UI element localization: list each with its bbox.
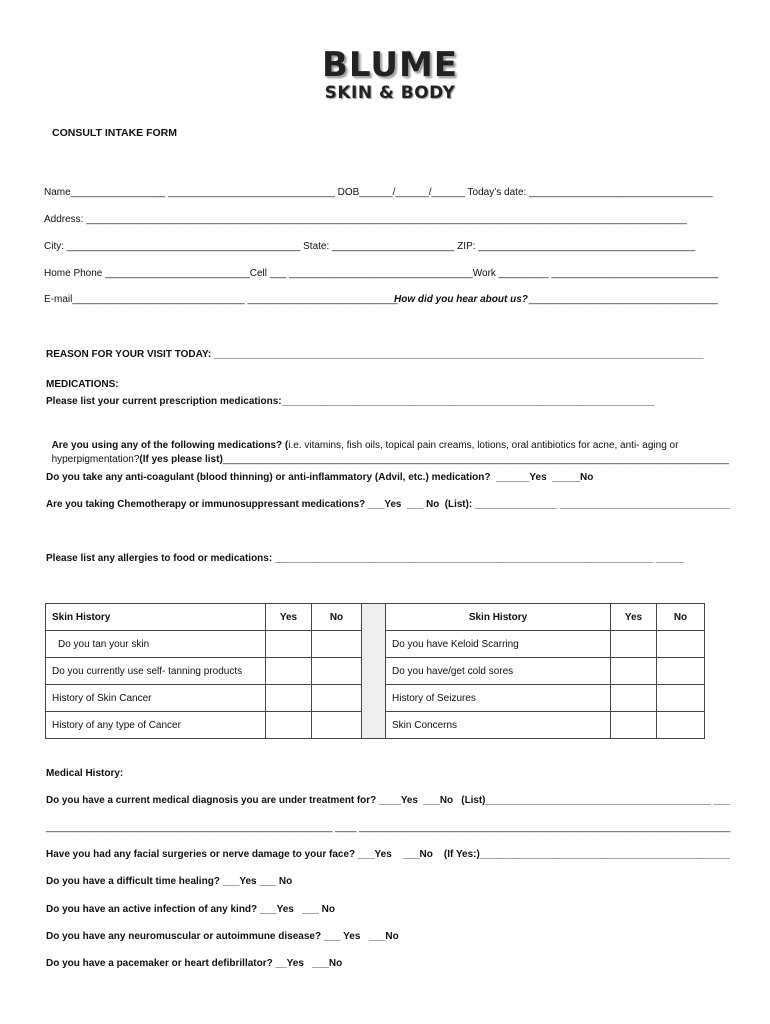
yes-cell[interactable] (611, 712, 657, 739)
row-label-left: Do you currently use self- tanning products (46, 658, 266, 685)
following-meds-line-2 (46, 440, 729, 466)
table-header-row (46, 604, 705, 631)
address-line[interactable]: Address: ____________________________________________________________________________________________________________ (44, 214, 687, 225)
skin-history-header-left: Skin History (46, 604, 266, 631)
no-header-left: No (312, 604, 362, 631)
brand-logo (300, 45, 480, 104)
yes-cell[interactable] (611, 685, 657, 712)
yes-header-left: Yes (266, 604, 312, 631)
no-cell[interactable] (657, 685, 705, 712)
diagnosis-continuation[interactable]: ______________________________________________________ ____ ______________________________________________________________________ (46, 822, 731, 833)
following-meds-hyper: hyperpigmentation? (51, 454, 140, 465)
no-cell[interactable] (657, 631, 705, 658)
yes-cell[interactable] (266, 631, 312, 658)
following-meds-if-yes: (If yes please list) (139, 454, 223, 465)
yes-cell[interactable] (266, 658, 312, 685)
skin-history-header-right: Skin History (386, 604, 611, 631)
city-state-zip-line[interactable]: City: __________________________________________ State: ______________________ ZIP: _______________________________________ (44, 241, 696, 252)
table-divider (362, 604, 386, 739)
yes-cell[interactable] (266, 712, 312, 739)
how-heard-label: How did you hear about us? (394, 294, 528, 305)
prescription-line[interactable]: Please list your current prescription medications:___________________________________________________________________ (46, 396, 655, 407)
healing-question[interactable]: Do you have a difficult time healing? ___Yes ___ No (46, 876, 293, 887)
allergies-line[interactable]: Please list any allergies to food or medications: ____________________________________________________________________ _____ (46, 553, 684, 564)
logo-line-2: SKIN & BODY (324, 83, 456, 103)
following-meds-examples: i.e. vitamins, fish oils, topical pain creams, lotions, oral antibiotics for acne, anti- aging or (288, 440, 679, 451)
facial-surgery-question[interactable]: Have you had any facial surgeries or nerve damage to your face? ___Yes ___No (If Yes:)_____________________________________________ (46, 849, 730, 860)
row-label-left: History of any type of Cancer (46, 712, 266, 739)
no-cell[interactable] (312, 685, 362, 712)
how-heard-field[interactable]: __________________________________ (526, 294, 718, 305)
yes-cell[interactable] (266, 685, 312, 712)
no-cell[interactable] (312, 658, 362, 685)
pacemaker-question[interactable]: Do you have a pacemaker or heart defibrillator? __Yes ___No (46, 958, 343, 969)
infection-question[interactable]: Do you have an active infection of any kind? ___Yes ___ No (46, 904, 335, 915)
form-title: CONSULT INTAKE FORM (52, 127, 178, 139)
row-label-left: Do you tan your skin (46, 631, 266, 658)
yes-header-right: Yes (611, 604, 657, 631)
row-label-right: Do you have/get cold sores (386, 658, 611, 685)
email-line[interactable]: E-mail_______________________________ ___________________________ (44, 294, 398, 305)
medications-heading: MEDICATIONS: (46, 379, 119, 390)
no-header-right: No (657, 604, 705, 631)
diagnosis-question[interactable]: Do you have a current medical diagnosis you are under treatment for? ____Yes ___No (List)_________________________________________ ___ (46, 795, 731, 806)
logo-line-1: BLUME (321, 45, 459, 85)
no-cell[interactable] (312, 631, 362, 658)
row-label-left: History of Skin Cancer (46, 685, 266, 712)
phone-line[interactable]: Home Phone __________________________Cell ___ _________________________________Work _________ ______________________________ (44, 268, 719, 279)
skin-history-table (45, 603, 705, 739)
yes-cell[interactable] (611, 631, 657, 658)
no-cell[interactable] (657, 712, 705, 739)
row-label-right: History of Seizures (386, 685, 611, 712)
row-label-right: Do you have Keloid Scarring (386, 631, 611, 658)
following-meds-prefix: Are you using any of the following medications? ( (51, 440, 289, 451)
anticoagulant-question[interactable]: Do you take any anti-coagulant (blood thinning) or anti-inflammatory (Advil, etc.) medication? ______Yes _____No (46, 472, 594, 483)
yes-cell[interactable] (611, 658, 657, 685)
no-cell[interactable] (312, 712, 362, 739)
row-label-right: Skin Concerns (386, 712, 611, 739)
name-dob-date-line[interactable]: Name_________________ ______________________________ DOB______/______/______ Today’s date: _________________________________ (44, 187, 713, 198)
chemo-question[interactable]: Are you taking Chemotherapy or immunosuppressant medications? ___Yes ___ No (List): _______________ _______________________________ (46, 499, 731, 510)
medical-history-heading: Medical History: (46, 768, 124, 779)
reason-line[interactable]: REASON FOR YOUR VISIT TODAY: ________________________________________________________________________________________ (46, 349, 704, 360)
no-cell[interactable] (657, 658, 705, 685)
following-meds-field[interactable]: ___________________________________________________________________________________________ (222, 454, 729, 465)
neuromuscular-question[interactable]: Do you have any neuromuscular or autoimmune disease? ___ Yes ___No (46, 931, 399, 942)
